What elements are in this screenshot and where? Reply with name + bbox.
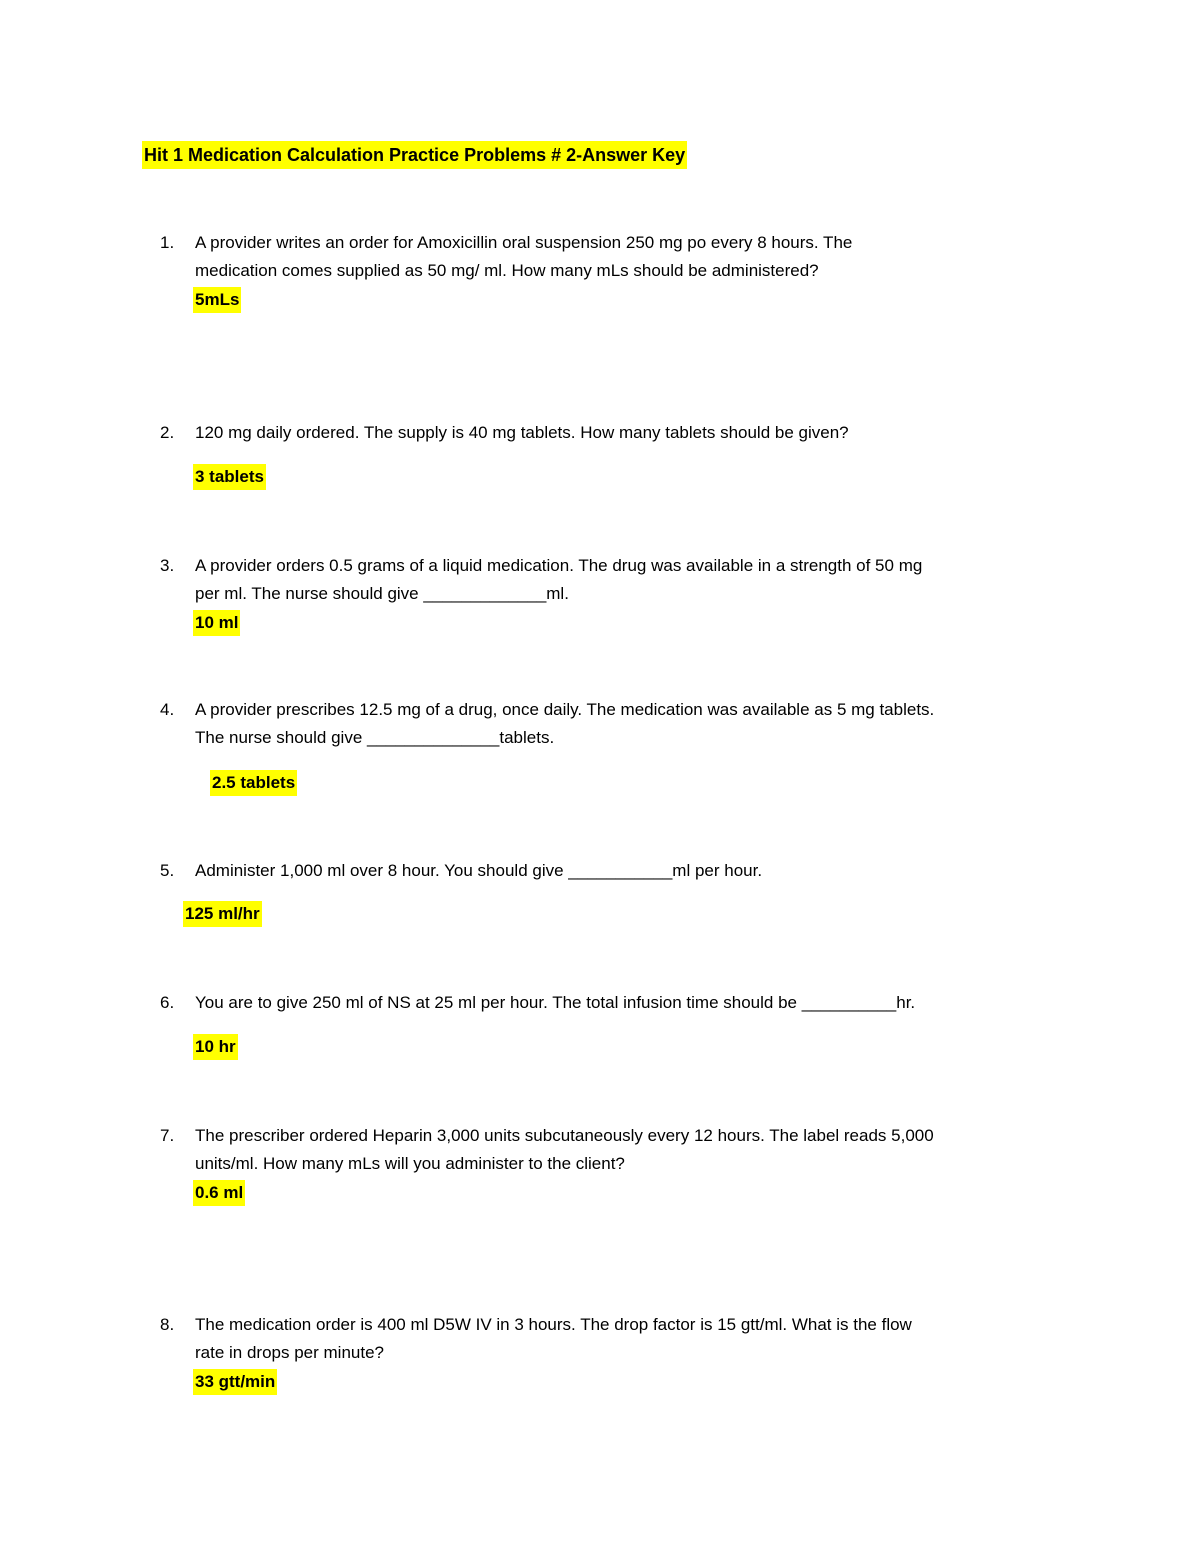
problem-7-question <box>195 1122 1075 1178</box>
problem-3-line-1: A provider orders 0.5 grams of a liquid medication. The drug was available in a strength of 50 mg <box>195 556 923 575</box>
problem-4-question <box>195 696 1075 752</box>
problem-7-line-2: units/ml. How many mLs will you administer to the client? <box>195 1154 625 1173</box>
problem-2-line-1: 120 mg daily ordered. The supply is 40 mg tablets. How many tablets should be given? <box>195 423 849 442</box>
problem-6-line-1: You are to give 250 ml of NS at 25 ml per hour. The total infusion time should be __________hr. <box>195 993 916 1012</box>
problem-7-line-1: The prescriber ordered Heparin 3,000 units subcutaneously every 12 hours. The label reads 5,000 <box>195 1126 934 1145</box>
problem-8-number: 8. <box>160 1315 175 1334</box>
problem-8-line-1: The medication order is 400 ml D5W IV in 3 hours. The drop factor is 15 gtt/ml. What is the flow <box>195 1315 912 1334</box>
problem-3-answer: 10 ml <box>193 610 240 636</box>
problem-5-number: 5. <box>160 861 175 880</box>
problem-3-number: 3. <box>160 556 175 575</box>
problem-5-answer: 125 ml/hr <box>183 901 262 927</box>
problem-1-question <box>195 229 1075 285</box>
problem-6-number: 6. <box>160 993 175 1012</box>
document-title: Hit 1 Medication Calculation Practice Problems # 2-Answer Key <box>142 141 687 169</box>
problem-8-question <box>195 1311 1075 1367</box>
problem-6-answer: 10 hr <box>193 1034 238 1060</box>
problem-2-question <box>195 419 1075 447</box>
problem-4-line-1: A provider prescribes 12.5 mg of a drug, once daily. The medication was available as 5 mg tablets. <box>195 700 935 719</box>
problem-8-answer: 33 gtt/min <box>193 1369 277 1395</box>
problem-5-line-1: Administer 1,000 ml over 8 hour. You should give ___________ml per hour. <box>195 861 763 880</box>
problem-4-answer: 2.5 tablets <box>210 770 297 796</box>
problem-6-question <box>195 989 1075 1017</box>
problem-1-line-1: A provider writes an order for Amoxicillin oral suspension 250 mg po every 8 hours. The <box>195 233 853 252</box>
problem-5-question <box>195 857 1075 885</box>
problem-4-line-2: The nurse should give ______________tablets. <box>195 728 555 747</box>
problem-2-answer: 3 tablets <box>193 464 266 490</box>
problem-1-line-2: medication comes supplied as 50 mg/ ml. How many mLs should be administered? <box>195 261 819 280</box>
problem-1-answer: 5mLs <box>193 287 241 313</box>
problem-2-number: 2. <box>160 423 175 442</box>
problem-4-number: 4. <box>160 700 175 719</box>
problem-8-line-2: rate in drops per minute? <box>195 1343 384 1362</box>
problem-7-answer: 0.6 ml <box>193 1180 245 1206</box>
problem-1-number: 1. <box>160 233 175 252</box>
problem-3-line-2: per ml. The nurse should give _____________ml. <box>195 584 569 603</box>
problem-7-number: 7. <box>160 1126 175 1145</box>
problem-3-question <box>195 552 1075 608</box>
